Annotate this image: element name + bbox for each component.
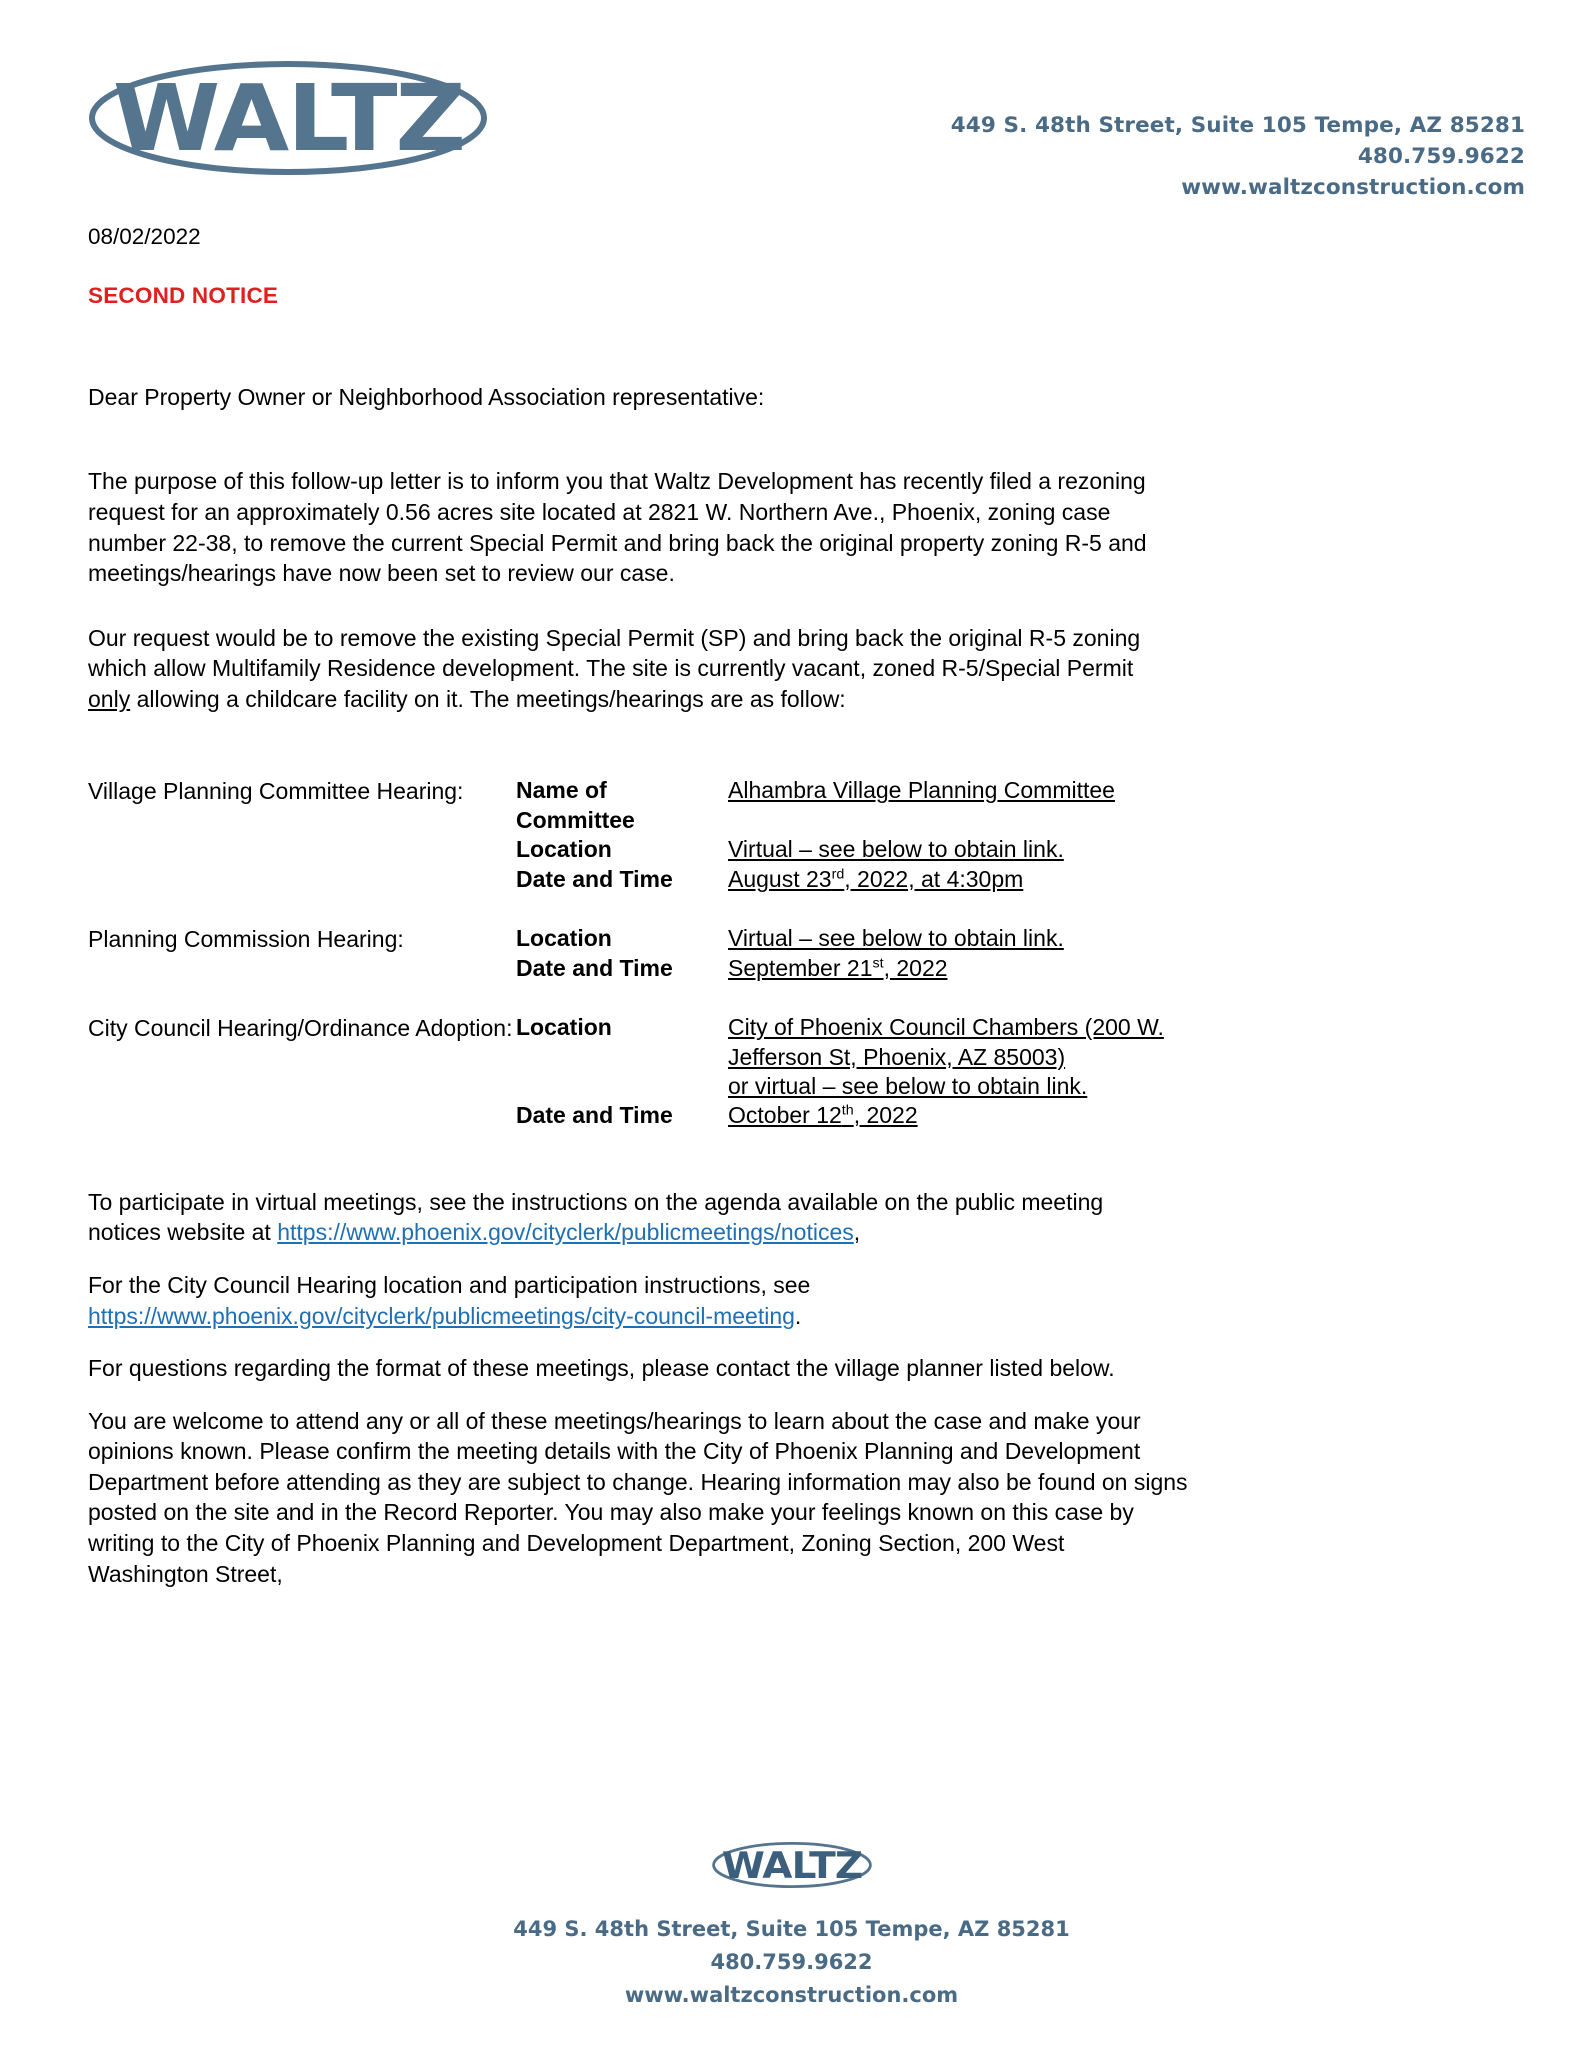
waltz-logo [88,58,488,178]
field-value: Virtual – see below to obtain link. [728,925,1064,952]
header-phone: 480.759.9622 [1357,144,1525,169]
participate-text-before: To participate in virtual meetings, see the instructions on the agenda available on the public meeting notices website at [88,1188,1104,1246]
letter-date: 08/02/2022 [88,224,201,249]
field-label: Location [516,1014,612,1041]
council-text-after: . [794,1302,802,1329]
date-main: September 21 [728,954,873,981]
hearing-field [516,1101,1188,1130]
hearing-field [516,954,1188,983]
date-main: October 12 [728,1102,842,1129]
footer-website: www.waltzconstruction.com [624,1983,959,2007]
hearing-fields [516,776,1188,894]
date-ordinal-suffix: rd [831,866,845,883]
hearing-row [88,776,1188,894]
header-address: 449 S. 48th Street, Suite 105 Tempe, AZ 85281 [950,113,1525,138]
paragraph-purpose: The purpose of this follow-up letter is to inform you that Waltz Development has recently filed a rezoning request for an approximately 0.56 acres site located at 2821 W. Northern Ave., Phoenix, zoning case number 22-38, to remove the current Special Permit and bring back the original property zoning R-5 and meetings/hearings have now been set to review our case. [88,468,1147,587]
svg-text:WALTZ: WALTZ [721,1843,862,1887]
paragraph-request [88,623,1173,715]
field-label: Date and Time [516,1102,673,1129]
field-value [728,954,1188,983]
hearing-field [516,1072,1188,1101]
hearing-row [88,1013,1188,1131]
date-ordinal-suffix: st [872,954,884,971]
paragraph-council-link [88,1270,1173,1331]
hearing-field [516,1013,1188,1042]
waltz-footer-logo [712,1839,872,1891]
paragraph-request-part1: Our request would be to remove the existing Special Permit (SP) and bring back the original R-5 zoning which allow Multifamily Residence development. The site is currently vacant, zoned R-5/Special Permit [88,624,1141,682]
date-rest: , 2022 [883,954,948,981]
field-value [728,1101,1188,1130]
footer-phone: 480.759.9622 [710,1950,873,1974]
second-notice-label: SECOND NOTICE [88,283,279,309]
hearing-field [516,776,1188,835]
field-label: Location [516,925,612,952]
city-council-meeting-link[interactable]: https://www.phoenix.gov/cityclerk/publicmeetings/city-council-meeting [88,1302,795,1329]
hearing-field [516,865,1188,894]
letter-header [0,0,1583,200]
hearing-title: Planning Commission Hearing: [88,926,404,953]
hearings-table [88,776,1188,1130]
hearing-fields [516,924,1188,983]
field-value: Alhambra Village Planning Committee [728,777,1115,804]
field-label: Date and Time [516,865,673,892]
field-value [728,865,1188,894]
paragraph-participate [88,1187,1173,1248]
hearing-field [516,835,1188,864]
field-label: Name of Committee [516,777,635,833]
date-main: August 23 [728,865,832,892]
notices-link[interactable]: https://www.phoenix.gov/cityclerk/publicmeetings/notices [277,1219,854,1246]
council-text-before: For the City Council Hearing location and participation instructions, see [88,1271,811,1298]
field-label: Date and Time [516,954,673,981]
field-value: Jefferson St, Phoenix, AZ 85003) [728,1043,1066,1070]
hearing-field [516,924,1188,953]
hearing-fields [516,1013,1188,1131]
field-value: City of Phoenix Council Chambers (200 W. [728,1014,1164,1041]
header-contact-block [951,58,1527,203]
footer-contact-block [0,1913,1583,2012]
footer-address: 449 S. 48th Street, Suite 105 Tempe, AZ 85281 [513,1917,1070,1941]
letter-body [0,222,1583,1589]
paragraph-questions: For questions regarding the format of these meetings, please contact the village planner listed below. [88,1355,1115,1382]
field-value: or virtual – see below to obtain link. [728,1072,1088,1099]
hearing-title: Village Planning Committee Hearing: [88,778,464,805]
date-ordinal-suffix: th [841,1102,854,1119]
paragraph-request-part2: allowing a childcare facility on it. The meetings/hearings are as follow: [130,685,846,712]
paragraph-closing: You are welcome to attend any or all of these meetings/hearings to learn about the case and make your opinions known. Please confirm the meeting details with the City of Phoenix Planning and Development Department before attending as they are subject to change. Hearing information may also be found on signs posted on the site and in the Record Reporter. You may also make your feelings known on this case by writing to the City of Phoenix Planning and Development Department, Zoning Section, 200 West Washington Street, [88,1407,1188,1587]
participate-text-after: , [853,1219,861,1246]
letter-footer [0,1839,1583,2012]
hearing-title: City Council Hearing/Ordinance Adoption: [88,1015,513,1042]
date-rest: , 2022 [853,1102,918,1129]
salutation: Dear Property Owner or Neighborhood Association representative: [88,383,765,410]
field-label: Location [516,836,612,863]
emphasis-only: only [88,685,131,712]
hearing-field [516,1043,1188,1072]
header-website: www.waltzconstruction.com [1181,175,1525,200]
svg-text:WALTZ: WALTZ [112,65,464,173]
field-value: Virtual – see below to obtain link. [728,836,1064,863]
date-rest: , 2022, at 4:30pm [844,865,1024,892]
hearing-row [88,924,1188,983]
